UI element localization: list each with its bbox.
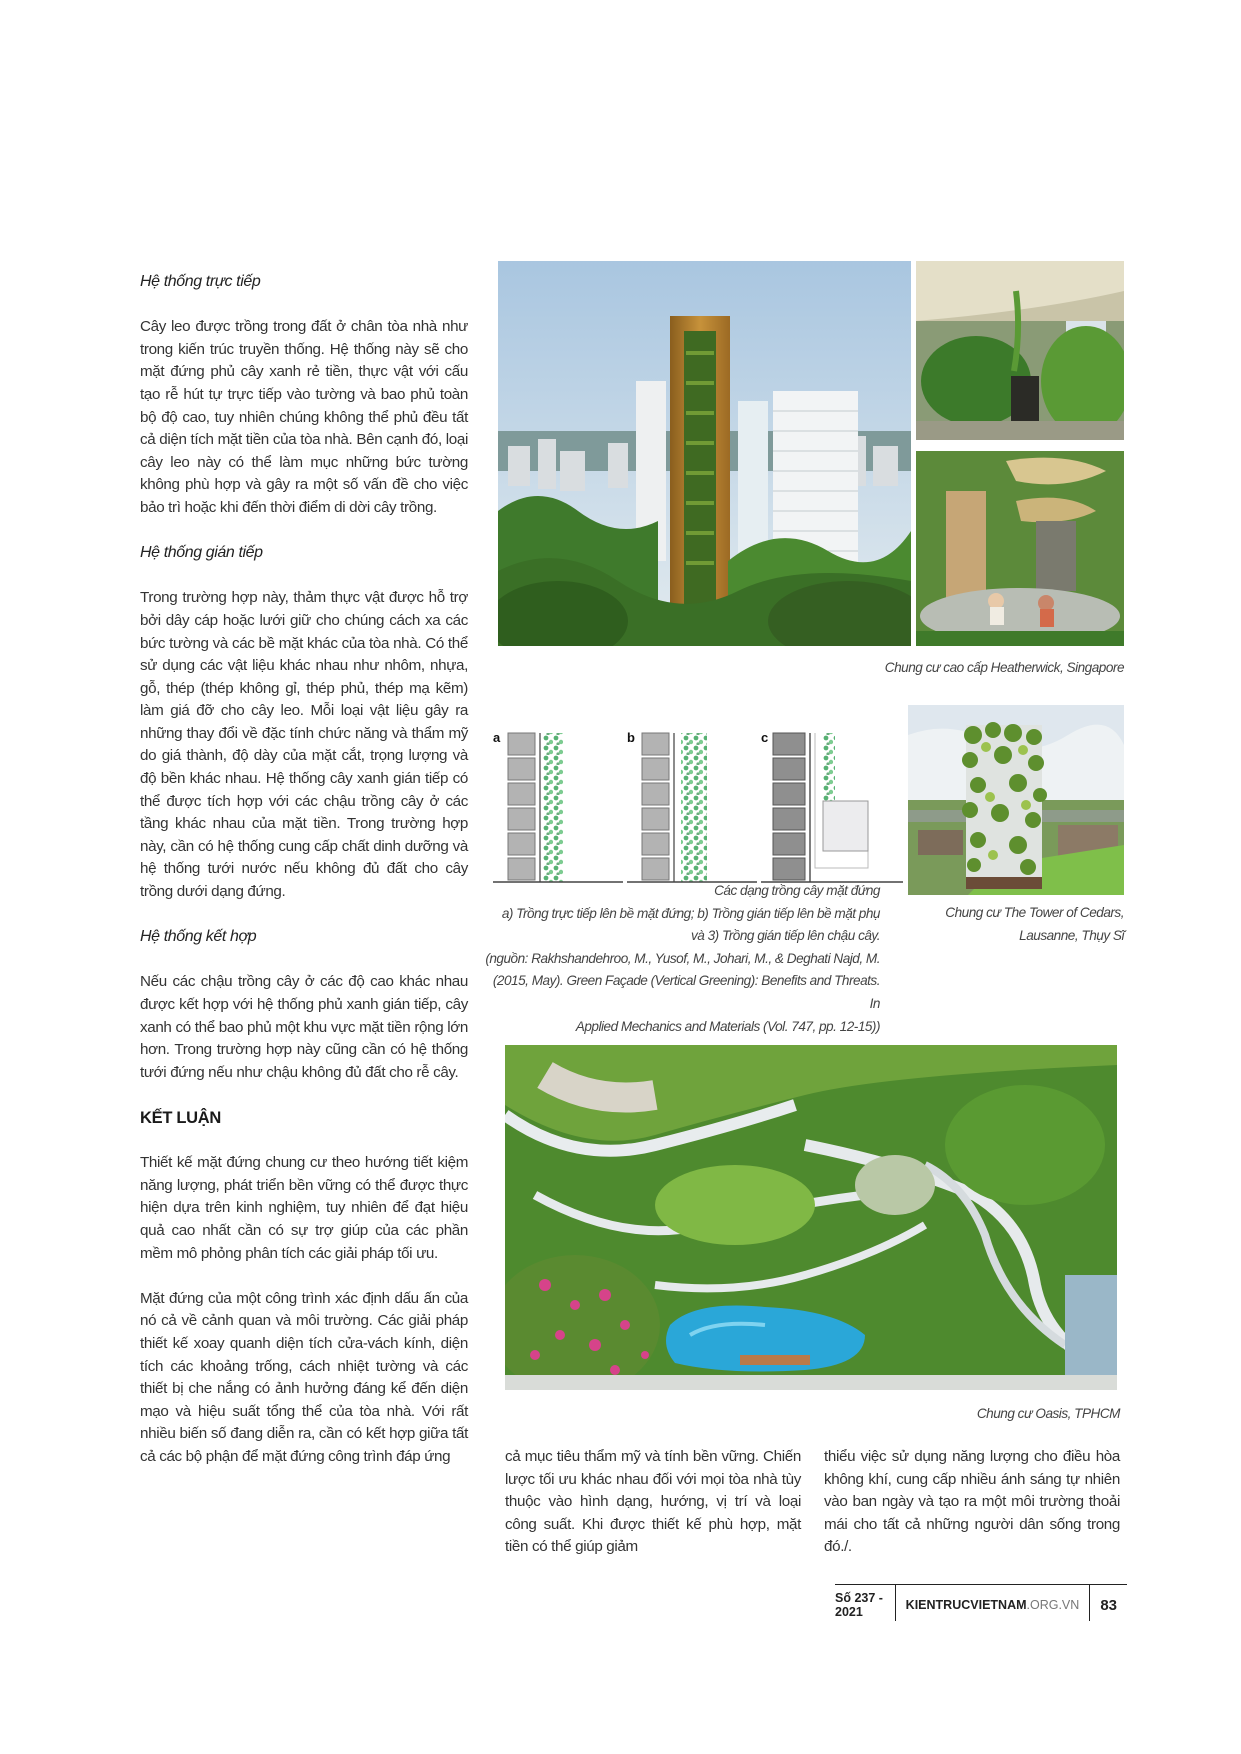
diagram-caption-line: Applied Mechanics and Materials (Vol. 747, pp. 12-15)) (575, 1018, 880, 1034)
paragraph-direct-system: Cây leo được trồng trong đất ở chân tòa nhà như trong kiến trúc truyền thống. Hệ thống này sẽ cho mặt đứng phủ cây xanh rẻ tiền, thực vật với cấu tạo rễ hút tự trực tiếp vào tường và bao phủ toàn bộ độ cao, tuy nhiên chúng không thể phủ đều tất cả diện tích mặt tiền của tòa nhà. Bên cạnh đó, loại cây leo này có thể làm mục những bức tường không phù hợp và gây ra một số vấn đề cho việc bảo trì hoặc khi đến thời điểm di dời cây trồng. (140, 318, 468, 516)
diagram-svg (493, 725, 903, 890)
diagram-caption-title: Các dạng trồng cây mặt đứng (714, 883, 880, 898)
diagram-panel-c (761, 730, 903, 882)
paragraph-conclusion-2: Mặt đứng của một công trình xác định dấu ấn của nó cả về cảnh quan và môi trường. Các giải pháp thiết kế xoay quanh diện tích cửa-vách kính, diện tích các khoảng trống, cách nhiệt tường và các thiết bị che nắng có ảnh hưởng đáng kể đến diện mạo và hiệu suất tổng thể của tòa nhà. Với rất nhiều biến số đang diễn ra, cần có kết hợp giữa tất cả các bộ phận để mặt đứng công trình đáp ứng (140, 1289, 468, 1465)
paragraph-conclusion-1: Thiết kế mặt đứng chung cư theo hướng tiết kiệm năng lượng, phát triển bền vững có thể được thực hiện dựa trên kinh nghiệm, tuy nhiên để đạt hiệu quả cao nhất cần có sự trợ giúp của các phần mềm mô phỏng phân tích các giải pháp tối ưu. (140, 1154, 468, 1262)
heatherwick-tower-photo (498, 261, 911, 646)
middle-column (505, 1446, 801, 1559)
cedars-caption-line: Chung cư The Tower of Cedars, (945, 905, 1124, 920)
heading-conclusion: KẾT LUẬN (140, 1108, 222, 1127)
subheading-direct-system: Hệ thống trực tiếp (140, 273, 261, 290)
footer-brand-domain: .ORG.VN (1026, 1598, 1080, 1612)
paragraph-middle: cả mục tiêu thẩm mỹ và tính bền vững. Chiến lược tối ưu khác nhau đối với mọi tòa nhà tùy thuộc vào hình dạng, hướng, vị trí và loại công suất. Khi được thiết kế phù hợp, mặt tiền có thể giúp giảm (505, 1448, 801, 1556)
page-footer (835, 1584, 1127, 1621)
panel-label-a: a (493, 730, 501, 745)
panel-label-b: b (627, 730, 635, 745)
caption-tower-of-cedars (900, 902, 1124, 947)
caption-diagram (480, 880, 880, 1038)
heatherwick-courtyard-photo (916, 451, 1124, 646)
subheading-indirect-system: Hệ thống gián tiếp (140, 544, 263, 562)
diagram-panel-b (627, 730, 757, 882)
paragraph-combined-system: Nếu các chậu trồng cây ở các độ cao khác nhau được kết hợp với hệ thống phủ xanh gián tiếp, cây xanh có thể bao phủ một khu vực mặt tiền rộng lớn hơn. Trong trường hợp này cũng cần có hệ thống tưới đứng nếu như chậu không đủ đất cho rễ cây. (140, 973, 468, 1081)
diagram-caption-line: (nguồn: Rakhshandehroo, M., Yusof, M., Johari, M., & Deghati Najd, M. (485, 950, 880, 966)
caption-heatherwick: Chung cư cao cấp Heatherwick, Singapore (884, 660, 1124, 675)
diagram-panel-a (493, 730, 623, 882)
vertical-planting-diagram (493, 725, 903, 890)
diagram-caption-line: (2015, May). Green Façade (Vertical Greening): Benefits and Threats. In (492, 973, 880, 1011)
caption-oasis: Chung cư Oasis, TPHCM (976, 1406, 1120, 1421)
paragraph-right: thiểu việc sử dụng năng lượng cho điều hòa không khí, cung cấp nhiều ánh sáng tự nhiên vào ban ngày và tạo ra một môi trường thoải mái cho tất cả những người dân sống trong đó./. (824, 1448, 1120, 1556)
footer-issue: Số 237 - 2021 (835, 1591, 883, 1619)
paragraph-indirect-system: Trong trường hợp này, thảm thực vật được hỗ trợ bởi dây cáp hoặc lưới giữ cho chúng cách xa các bức tường và các bề mặt khác của tòa nhà. Có thể sử dụng các vật liệu khác nhau như nhôm, nhựa, gỗ, thép (thép không gỉ, thép phủ, thép mạ kẽm) làm giá đỡ cho cây leo. Mỗi loại vật liệu gây ra những thay đổi về đặc tính chức năng và thẩm mỹ do giá thành, độ dày của mặt cắt, trọng lượng và độ bền khác nhau. Hệ thống cây xanh gián tiếp có thể được tích hợp với các chậu trồng cây ở các tầng khác nhau của mặt tiền. Trong trường hợp này, cần có hệ thống cung cấp chất dinh dưỡng và hệ thống tưới nước nếu không đủ đất cho cây trồng dưới dạng đứng. (140, 589, 468, 901)
oasis-photo (505, 1045, 1117, 1390)
cedars-caption-line: Lausanne, Thụy Sĩ (1019, 927, 1124, 943)
page-number: 83 (1089, 1585, 1127, 1621)
diagram-caption-line: và 3) Trồng gián tiếp lên chậu cây. (690, 928, 880, 944)
tower-of-cedars-photo (908, 705, 1124, 895)
diagram-caption-line: a) Trồng trực tiếp lên bề mặt đứng; b) Trồng gián tiếp lên bề mặt phụ (501, 905, 880, 921)
right-column (824, 1446, 1120, 1559)
footer-brand (895, 1585, 1090, 1621)
subheading-combined-system: Hệ thống kết hợp (140, 928, 257, 946)
footer-brand-bold: KIENTRUCVIETNAM (905, 1598, 1027, 1612)
heatherwick-terrace-photo (916, 261, 1124, 440)
left-column (140, 271, 468, 1468)
panel-label-c: c (761, 730, 769, 745)
